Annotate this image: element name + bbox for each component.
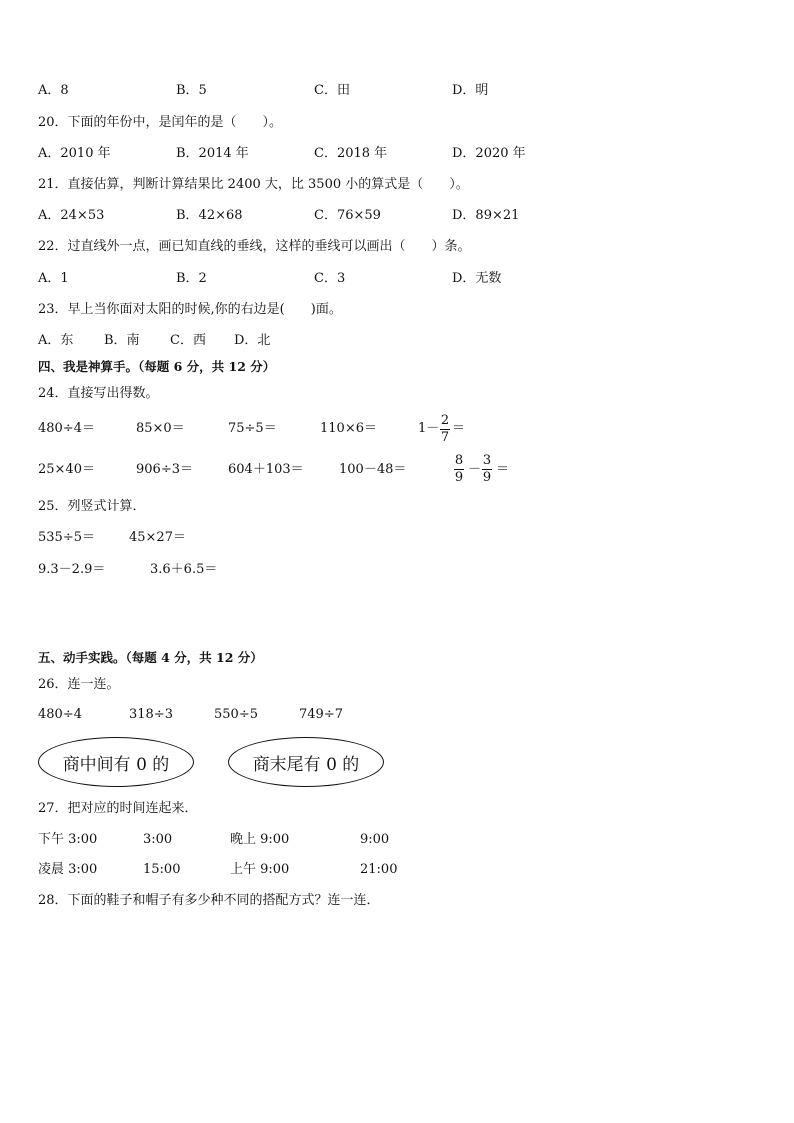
q24-r2-item-4: 100－48＝ <box>339 462 407 477</box>
q27-r1-item-3: 晚上 9:00 <box>230 832 290 847</box>
q21-option-c: C．76×59 <box>314 208 381 223</box>
q26-expr-1: 480÷4 <box>38 707 82 722</box>
q23-option-a: A．东 <box>38 333 74 348</box>
q22-option-d: D．无数 <box>452 271 502 286</box>
q27-r2-item-4: 21:00 <box>360 862 398 877</box>
q26-expr-3: 550÷5 <box>214 707 258 722</box>
oval-label: 商末尾有 0 的 <box>252 754 360 775</box>
q24-r2-frac-op: － <box>468 462 482 477</box>
q19-option-b: B．5 <box>176 83 207 98</box>
q20-stem: 20．下面的年份中，是闰年的是（ ）。 <box>38 115 283 130</box>
q22-stem: 22．过直线外一点，画已知直线的垂线，这样的垂线可以画出（ ）条。 <box>38 239 471 254</box>
q25-item-1: 535÷5＝ <box>38 530 95 545</box>
q24-stem: 24．直接写出得数。 <box>38 386 159 401</box>
q22-option-b: B．2 <box>176 271 207 286</box>
q24-r1-item-1: 480÷4＝ <box>38 421 95 436</box>
q21-option-d: D．89×21 <box>452 208 520 223</box>
q27-r2-item-2: 15:00 <box>143 862 181 877</box>
q25-stem: 25．列竖式计算． <box>38 499 146 514</box>
q28-stem: 28．下面的鞋子和帽子有多少种不同的搭配方式？连一连． <box>38 893 380 908</box>
q27-stem: 27．把对应的时间连起来． <box>38 801 198 816</box>
q21-option-a: A．24×53 <box>38 208 105 223</box>
q21-option-b: B．42×68 <box>176 208 243 223</box>
q19-option-d: D．明 <box>452 83 489 98</box>
q20-option-a: A．2010 年 <box>38 146 111 161</box>
q24-r1-fraction <box>440 414 450 445</box>
q24-r1-item-4: 110×6＝ <box>320 421 377 436</box>
q23-option-c: C．西 <box>170 333 206 348</box>
q27-r1-item-1: 下午 3:00 <box>38 832 98 847</box>
fraction-denominator: 9 <box>454 470 464 485</box>
oval-label: 商中间有 0 的 <box>62 754 170 775</box>
q27-r2-item-1: 凌晨 3:00 <box>38 862 98 877</box>
fraction-numerator: 2 <box>440 413 450 428</box>
q23-stem: 23．早上当你面对太阳的时候,你的右边是( )面。 <box>38 302 342 317</box>
q20-option-d: D．2020 年 <box>452 146 526 161</box>
q24-r1-frac-suffix: ＝ <box>452 421 466 436</box>
fraction-numerator: 3 <box>482 453 492 468</box>
q27-r1-item-4: 9:00 <box>360 832 390 847</box>
q20-option-c: C．2018 年 <box>314 146 388 161</box>
q23-option-b: B．南 <box>104 333 140 348</box>
q24-r1-item-2: 85×0＝ <box>136 421 185 436</box>
q24-r2-fraction-2 <box>482 454 492 485</box>
q25-item-2: 45×27＝ <box>129 530 186 545</box>
q22-option-c: C．3 <box>314 271 346 286</box>
q19-option-c: C．田 <box>314 83 350 98</box>
fraction-denominator: 9 <box>482 470 492 485</box>
q26-oval-end-zero <box>228 737 384 787</box>
q27-r2-item-3: 上午 9:00 <box>230 862 290 877</box>
q21-stem: 21．直接估算，判断计算结果比 2400 大，比 3500 小的算式是（ ）。 <box>38 177 469 192</box>
q22-option-a: A．1 <box>38 271 69 286</box>
q24-r2-item-3: 604＋103＝ <box>228 462 304 477</box>
q19-option-a: A．8 <box>38 83 69 98</box>
q24-r1-item-3: 75÷5＝ <box>228 421 277 436</box>
q26-stem: 26．连一连。 <box>38 677 120 692</box>
q26-oval-middle-zero <box>38 737 194 787</box>
fraction-denominator: 7 <box>440 430 450 445</box>
q25-item-3: 9.3－2.9＝ <box>38 562 106 577</box>
q25-item-4: 3.6＋6.5＝ <box>150 562 218 577</box>
q24-r2-item-2: 906÷3＝ <box>136 462 193 477</box>
q23-option-d: D．北 <box>234 333 271 348</box>
q24-r1-frac-prefix: 1－ <box>418 421 440 436</box>
q26-expr-4: 749÷7 <box>299 707 343 722</box>
fraction-numerator: 8 <box>454 453 464 468</box>
section4-heading: 四、我是神算手。（每题 6 分，共 12 分） <box>38 359 276 374</box>
q26-expr-2: 318÷3 <box>129 707 173 722</box>
section5-heading: 五、动手实践。（每题 4 分，共 12 分） <box>38 650 263 665</box>
q24-r2-item-1: 25×40＝ <box>38 462 95 477</box>
q20-option-b: B．2014 年 <box>176 146 249 161</box>
q24-r2-frac-suffix: ＝ <box>496 462 510 477</box>
q27-r1-item-2: 3:00 <box>143 832 173 847</box>
q24-r2-fraction-1 <box>454 454 464 485</box>
